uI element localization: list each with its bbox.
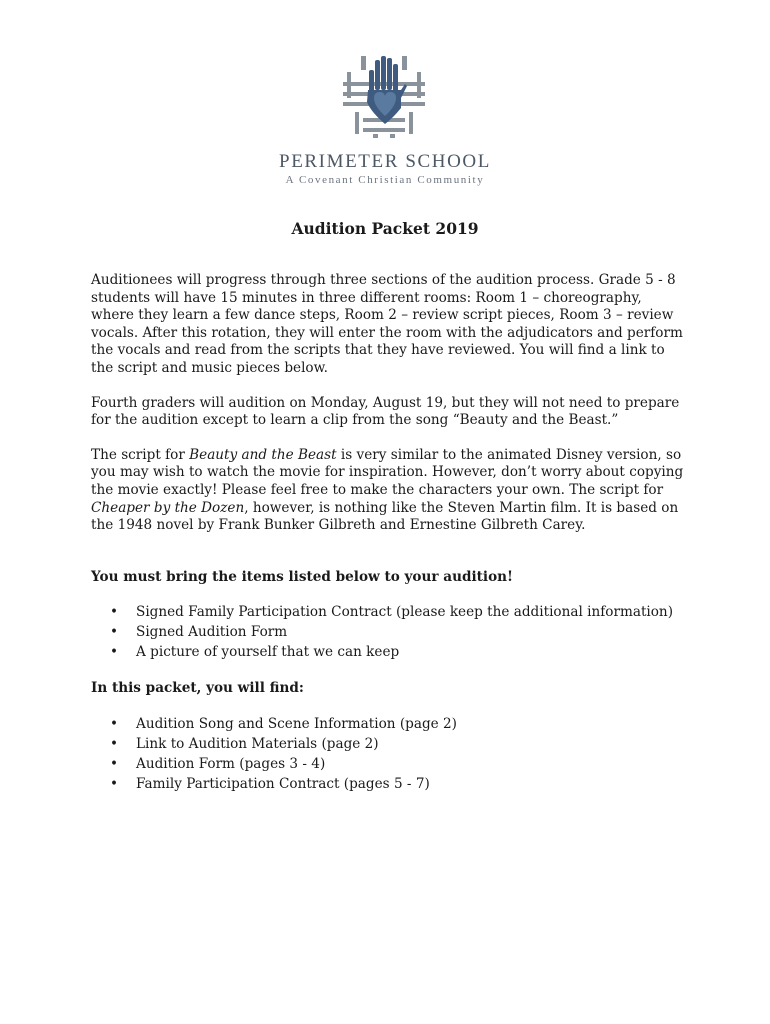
- list-item: • Link to Audition Materials (page 2): [136, 734, 687, 754]
- title-beauty-and-the-beast: Beauty and the Beast: [189, 446, 337, 463]
- script-text-3: , however, is nothing like the Steven Martin film. It is based on the 1948 novel by Frank Bunker Gilbreth and Ernestine Gilbreth Carey.: [91, 499, 679, 534]
- fourth-grade-paragraph: Fourth graders will audition on Monday, August 19, but they will not need to prepare for the audition except to learn a clip from the song “Beauty and the Beast.”: [91, 394, 680, 429]
- list-item: • A picture of yourself that we can keep: [136, 642, 687, 662]
- list-item: • Audition Form (pages 3 - 4): [136, 754, 687, 774]
- document-body: [91, 272, 687, 794]
- bring-heading: You must bring the items listed below to your audition!: [91, 568, 514, 585]
- find-heading: In this packet, you will find:: [91, 680, 304, 697]
- document-title: Audition Packet 2019: [291, 219, 479, 238]
- list-item: • Family Participation Contract (pages 5 - 7): [136, 774, 687, 794]
- script-text-2: is very similar to the animated Disney version, so you may wish to watch the movie for inspiration. However, don’t worry about copying the movie exactly! Please feel free to make the characters your own. The script for: [91, 446, 684, 498]
- school-name: PERIMETER SCHOOL: [279, 151, 491, 172]
- list-item: • Signed Audition Form: [136, 622, 687, 642]
- school-tagline: A Covenant Christian Community: [285, 174, 485, 186]
- intro-paragraph: Auditionees will progress through three sections of the audition process. Grade 5 - 8 students will have 15 minutes in three different rooms: Room 1 – choreography, where they learn a few dance steps, Room 2 – review script pieces, Room 3 – review vocals. After this rotation, they will enter the room with the adjudicators and perform the vocals and read from the scripts that they have reviewed. You will find a link to the script and music pieces below.: [91, 272, 683, 376]
- script-paragraph: [91, 447, 687, 535]
- school-logo: [341, 52, 427, 140]
- find-list: [91, 714, 687, 794]
- script-text-1: The script for: [91, 446, 190, 463]
- bring-list: [91, 602, 687, 662]
- list-item: • Signed Family Participation Contract (please keep the additional information): [136, 602, 687, 622]
- title-cheaper-by-the-dozen: Cheaper by the Dozen: [91, 499, 245, 516]
- list-item: • Audition Song and Scene Information (page 2): [136, 714, 687, 734]
